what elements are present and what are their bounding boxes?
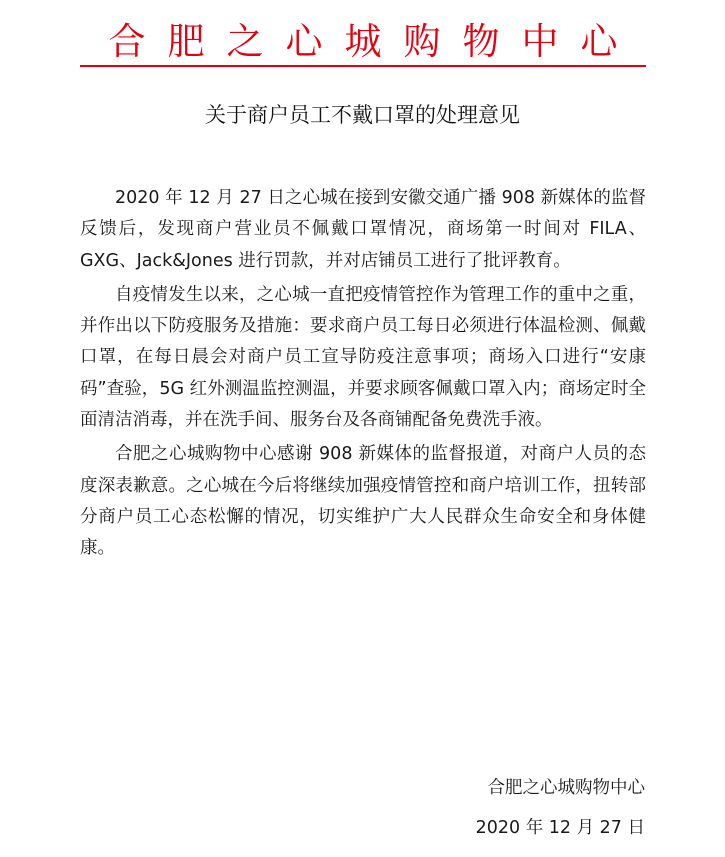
signature-block bbox=[476, 768, 645, 848]
paragraph-2: 自疫情发生以来，之心城一直把疫情管控作为管理工作的重中之重，并作出以下防疫服务及措施：要求商户员工每日必须进行体温检测、佩戴口罩，在每日晨会对商户员工宣导防疫注意事项；商场入口进行“安康码”查验，5G 红外测温监控测温，并要求顾客佩戴口罩入内；商场定时全面清洁消毒，并在洗手间、服务台及各商铺配备免费洗手液。 bbox=[80, 284, 646, 431]
document-body bbox=[80, 183, 646, 565]
masthead-red-rule bbox=[80, 65, 646, 67]
document-title: 关于商户员工不戴口罩的处理意见 bbox=[205, 103, 520, 127]
paragraph-1: 2020 年 12 月 27 日之心城在接到安徽交通广播 908 新媒体的监督反馈后，发现商户营业员不佩戴口罩情况，商场第一时间对 FILA、GXG、Jack&Jones 进行罚款，并对店铺员工进行了批评教育。 bbox=[80, 188, 646, 271]
paragraph-3: 合肥之心城购物中心感谢 908 新媒体的监督报道，对商户人员的态度深表歉意。之心城在今后将继续加强疫情管控和商户培训工作，扭转部分商户员工心态松懈的情况，切实维护广大人民群众生命安全和身体健康。 bbox=[80, 444, 646, 559]
signature-issuer: 合肥之心城购物中心 bbox=[487, 778, 645, 798]
signature-date: 2020 年 12 月 27 日 bbox=[475, 818, 645, 838]
masthead-org-name: 合肥之心城购物中心 bbox=[108, 20, 640, 63]
